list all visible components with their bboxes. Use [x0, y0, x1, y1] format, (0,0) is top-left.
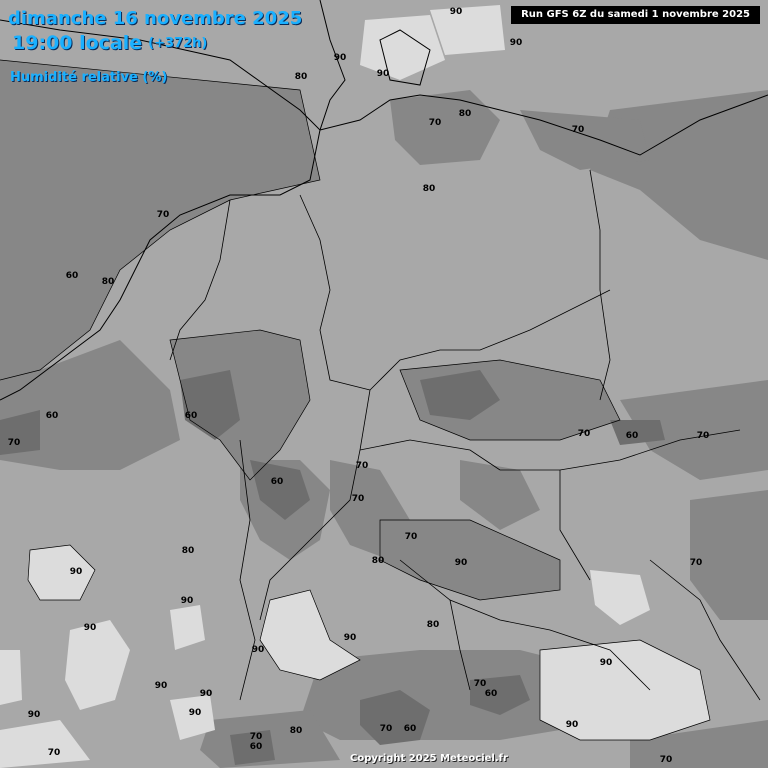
contour-label-text: 90: [83, 623, 97, 633]
contour-label-text: 70: [571, 125, 585, 135]
contour-label: [457, 107, 473, 119]
contour-label-text: 70: [249, 732, 263, 742]
contour-label-text: 70: [7, 438, 21, 448]
contour-label-text: 90: [343, 633, 357, 643]
contour-label: [269, 475, 285, 487]
contour-label-text: 90: [180, 596, 194, 606]
contour-label: [293, 70, 309, 82]
contour-label: [421, 182, 437, 194]
contour-label: [332, 51, 348, 63]
contour-label: [508, 36, 524, 48]
contour-label-text: 70: [473, 679, 487, 689]
contour-label: [688, 556, 704, 568]
contour-label-text: 80: [289, 726, 303, 736]
forecast-time-value: 19:00 locale: [12, 32, 143, 54]
contour-label: [370, 554, 386, 566]
contour-label-text: 60: [625, 431, 639, 441]
contour-label-text: 70: [689, 558, 703, 568]
contour-label: [248, 740, 264, 752]
contour-label-text: 70: [696, 431, 710, 441]
contour-label: [403, 530, 419, 542]
contour-label: [576, 427, 592, 439]
contour-label-text: 80: [371, 556, 385, 566]
run-info: Run GFS 6Z du samedi 1 novembre 2025: [511, 6, 760, 24]
contour-label: [44, 409, 60, 421]
contour-label-text: 90: [449, 7, 463, 17]
contour-label: [427, 116, 443, 128]
contour-label: [425, 618, 441, 630]
forecast-offset: (+372h): [148, 36, 208, 51]
contour-label: [378, 722, 394, 734]
contour-label-text: 80: [458, 109, 472, 119]
contour-label: [46, 746, 62, 758]
contour-label: [448, 5, 464, 17]
contour-label-text: 90: [251, 645, 265, 655]
contour-label: [350, 492, 366, 504]
contour-label: [564, 718, 580, 730]
contour-label: [658, 753, 674, 765]
contour-label-text: 60: [484, 689, 498, 699]
contour-label: [6, 436, 22, 448]
contour-label-text: 60: [184, 411, 198, 421]
contour-label-text: 90: [69, 567, 83, 577]
contour-label-text: 70: [577, 429, 591, 439]
contour-label-text: 70: [47, 748, 61, 758]
contour-label: [198, 687, 214, 699]
contour-label-text: 70: [428, 118, 442, 128]
contour-label-text: 80: [426, 620, 440, 630]
contour-label: [598, 656, 614, 668]
contour-label: [375, 67, 391, 79]
contour-label-text: 70: [351, 494, 365, 504]
contour-label: [354, 459, 370, 471]
contour-label-text: 60: [403, 724, 417, 734]
forecast-date: dimanche 16 novembre 2025: [8, 8, 303, 29]
contour-label: [26, 708, 42, 720]
contour-label-text: 90: [27, 710, 41, 720]
contour-label-text: 60: [249, 742, 263, 752]
contour-label-text: 60: [45, 411, 59, 421]
copyright-notice: Copyright 2025 Meteociel.fr: [350, 753, 508, 764]
contour-label-text: 90: [509, 38, 523, 48]
contour-label: [483, 687, 499, 699]
contour-label-text: 70: [379, 724, 393, 734]
contour-label-text: 60: [65, 271, 79, 281]
contour-label-text: 70: [156, 210, 170, 220]
contour-label: [180, 544, 196, 556]
contour-label: [250, 643, 266, 655]
contour-label: [153, 679, 169, 691]
forecast-time: [12, 32, 207, 54]
contour-label-text: 90: [454, 558, 468, 568]
contour-label: [100, 275, 116, 287]
contour-label-text: 70: [404, 532, 418, 542]
contour-label: [624, 429, 640, 441]
contour-label-text: 90: [199, 689, 213, 699]
contour-label: [453, 556, 469, 568]
contour-label: [342, 631, 358, 643]
contour-label: [402, 722, 418, 734]
contour-label: [64, 269, 80, 281]
contour-label: [288, 724, 304, 736]
contour-label-text: 80: [101, 277, 115, 287]
contour-label-text: 90: [188, 708, 202, 718]
contour-label-text: 80: [294, 72, 308, 82]
contour-label: [68, 565, 84, 577]
parameter-label: Humidité relative (%): [10, 70, 168, 85]
contour-label: [179, 594, 195, 606]
contour-label: [570, 123, 586, 135]
contour-label: [183, 409, 199, 421]
contour-label: [82, 621, 98, 633]
contour-label-text: 90: [154, 681, 168, 691]
contour-label-text: 70: [355, 461, 369, 471]
contour-label-text: 80: [181, 546, 195, 556]
contour-label-text: 90: [333, 53, 347, 63]
contour-label-text: 90: [376, 69, 390, 79]
contour-label-text: 70: [659, 755, 673, 765]
contour-label-text: 80: [422, 184, 436, 194]
contour-label-text: 90: [599, 658, 613, 668]
contour-label-text: 90: [565, 720, 579, 730]
contour-label: [155, 208, 171, 220]
contour-label-text: 60: [270, 477, 284, 487]
contour-label: [695, 429, 711, 441]
contour-label: [187, 706, 203, 718]
